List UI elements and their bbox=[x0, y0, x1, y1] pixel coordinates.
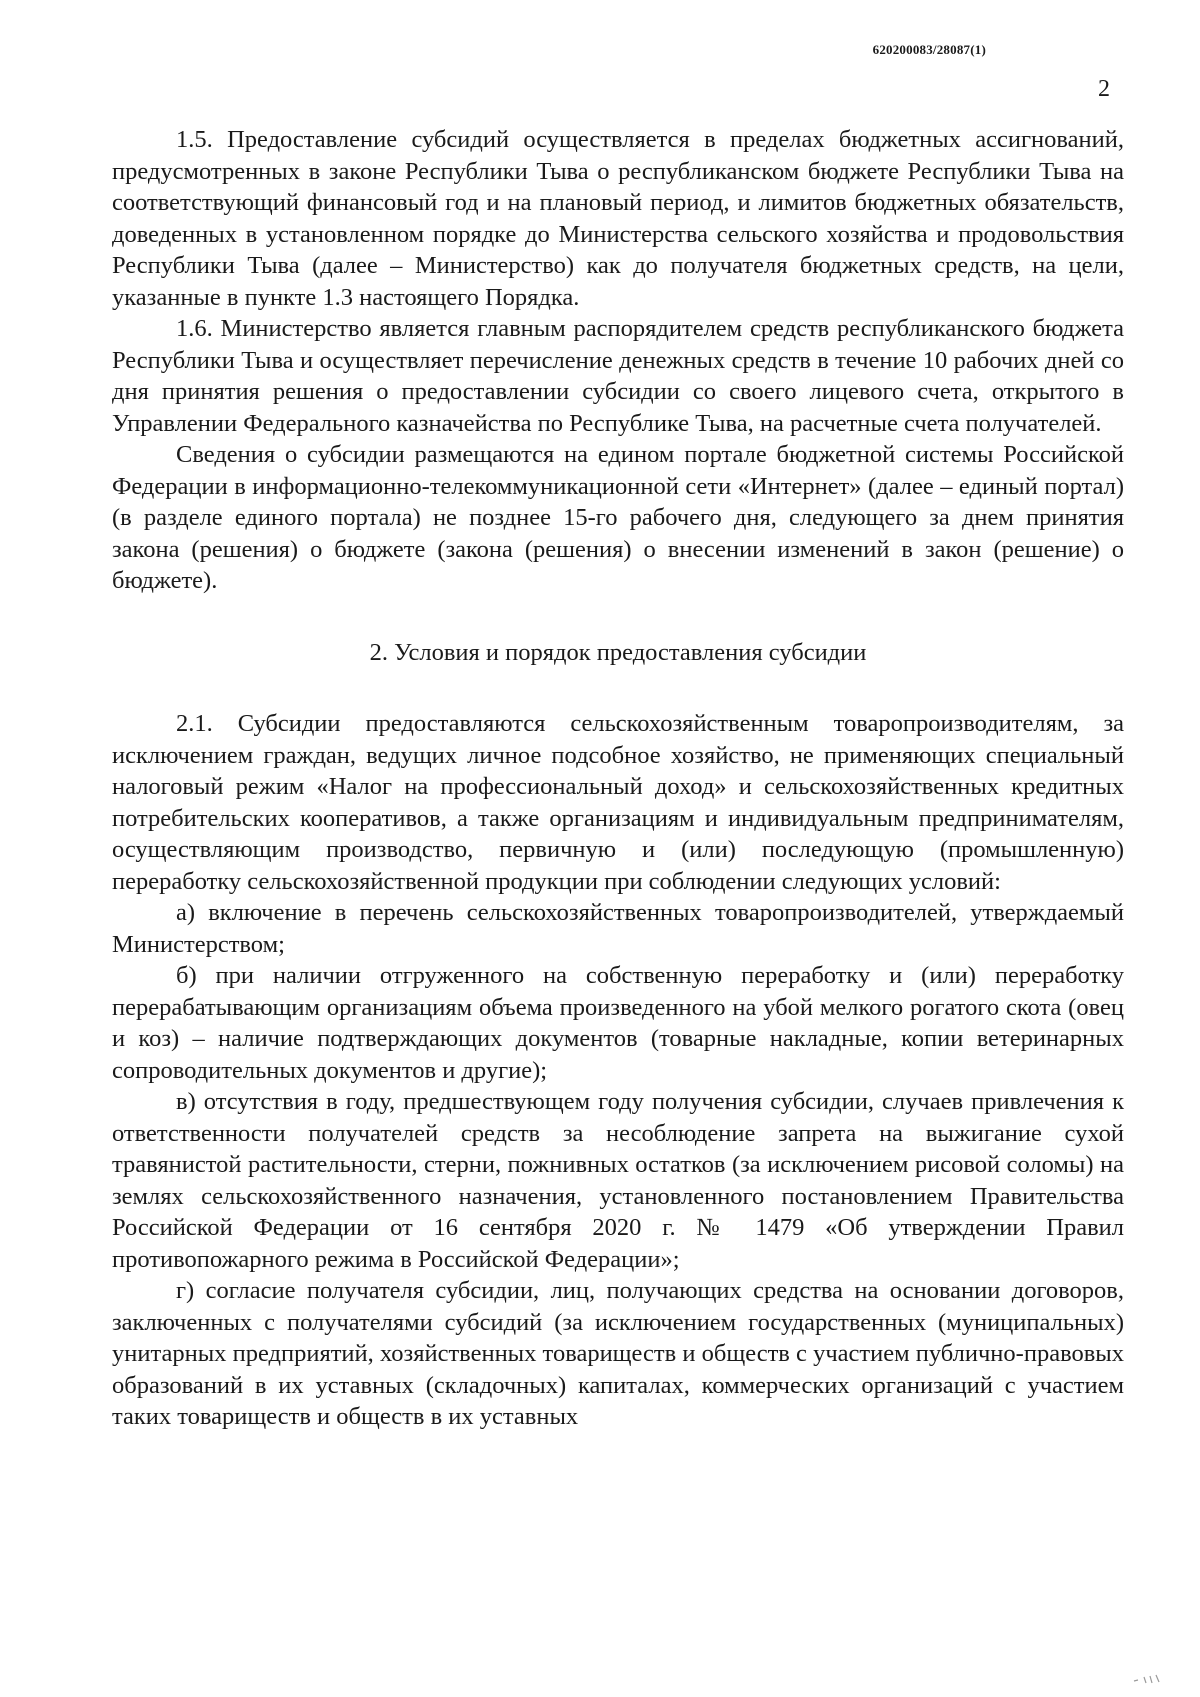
paragraph-item-a: а) включение в перечень сельскохозяйственных товаропроизводителей, утверждаемый Министерством; bbox=[112, 899, 1124, 958]
paragraph-item-g: г) согласие получателя субсидии, лиц, получающих средства на основании договоров, заключенных с получателями субсидий (за исключением государственных (муниципальных) унитарных предприятий, хозяйственных товариществ и обществ с участием публично-правовых образований в их уставных (складочных) капиталах, коммерческих организаций с участием таких товариществ и обществ в их уставных bbox=[112, 1277, 1124, 1430]
paragraph-2-1: 2.1. Субсидии предоставляются сельскохозяйственным товаропроизводителям, за исключением граждан, ведущих личное подсобное хозяйство, не применяющих специальный налоговый режим «Налог на профессиональный доход» и сельскохозяйственных кредитных потребительских кооперативов, а также организациям и индивидуальным предпринимателям, осуществляющим производство, первичную и (или) последующую (промышленную) переработку сельскохозяйственной продукции при соблюдении следующих условий: bbox=[112, 710, 1124, 895]
paragraph-1-6: 1.6. Министерство является главным распорядителем средств республиканского бюджета Республики Тыва и осуществляет перечисление денежных средств в течение 10 рабочих дней со дня принятия решения о предоставлении субсидии со своего лицевого счета, открытого в Управлении Федерального казначейства по Республике Тыва, на расчетные счета получателей. bbox=[112, 315, 1124, 437]
document-id: 620200083/28087(1) bbox=[872, 42, 986, 57]
paragraph-subsidy-info: Сведения о субсидии размещаются на едином портале бюджетной системы Российской Федерации в информационно-телекоммуникационной сети «Интернет» (далее – единый портал) (в разделе единого портала) не позднее 15-го рабочего дня, следующего за днем принятия закона (решения) о бюджете (закона (решения) о внесении изменений в закон (решение) о бюджете). bbox=[112, 441, 1124, 594]
scan-mark-icon bbox=[1132, 1671, 1172, 1685]
document-body bbox=[112, 124, 1124, 1433]
paragraph-1-5: 1.5. Предоставление субсидий осуществляется в пределах бюджетных ассигнований, предусмотренных в законе Республики Тыва о республиканском бюджете Республики Тыва на соответствующий финансовый год и на плановый период, и лимитов бюджетных обязательств, доведенных в установленном порядке до Министерства сельского хозяйства и продовольствия Республики Тыва (далее – Министерство) как до получателя бюджетных средств, на цели, указанные в пункте 1.3 настоящего Порядка. bbox=[112, 126, 1124, 311]
paragraph-item-b: б) при наличии отгруженного на собственную переработку и (или) переработку перерабатывающим организациям объема произведенного на убой мелкого рогатого скота (овец и коз) – наличие подтверждающих документов (товарные накладные, копии ветеринарных сопроводительных документов и другие); bbox=[112, 962, 1124, 1084]
page-number: 2 bbox=[1098, 76, 1110, 102]
paragraph-item-v: в) отсутствия в году, предшествующем году получения субсидии, случаев привлечения к ответственности получателей средств за несоблюдение запрета на выжигание сухой травянистой растительности, стерни, пожнивных остатков (за исключением рисовой соломы) на землях сельскохозяйственного назначения, установленного постановлением Правительства Российской Федерации от 16 сентября 2020 г. № 1479 «Об утверждении Правил противопожарного режима в Российской Федерации»; bbox=[112, 1088, 1124, 1273]
section-heading: 2. Условия и порядок предоставления субсидии bbox=[369, 638, 867, 666]
